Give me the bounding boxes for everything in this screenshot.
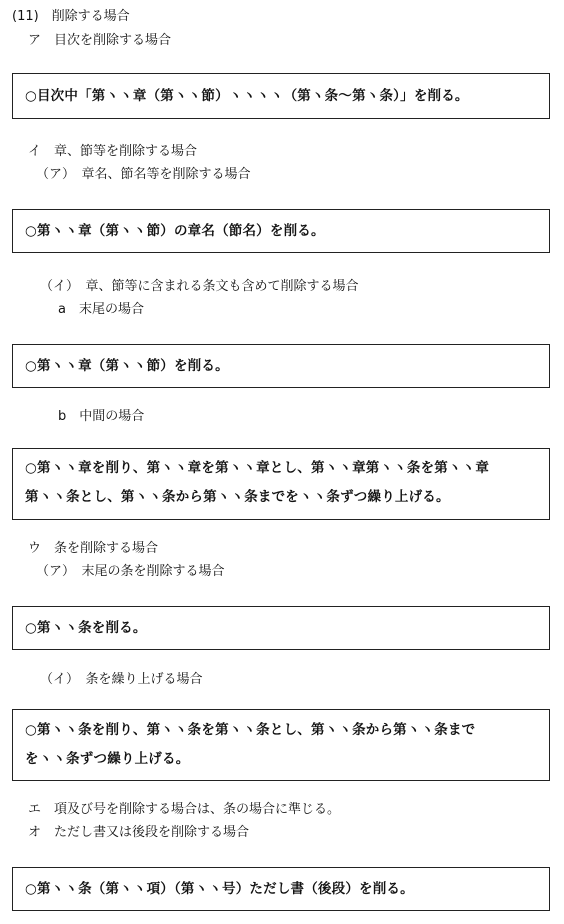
example-box-proviso	[12, 867, 550, 911]
section-heading-11: (11) 削除する場合	[12, 9, 130, 24]
example-text-proviso: ○第ヽヽ条（第ヽヽ項）（第ヽヽ号）ただし書（後段）を削る。	[25, 881, 414, 897]
example-box-chapter-name	[12, 209, 550, 253]
example-box-chapter-middle	[12, 448, 550, 520]
example-text-chapter-middle-line1: ○第ヽヽ章を削り、第ヽヽ章を第ヽヽ章とし、第ヽヽ章第ヽヽ条を第ヽヽ章	[25, 460, 490, 476]
subheading-a-end: a 末尾の場合	[58, 302, 144, 317]
subheading-u-a-last-article: （ア） 末尾の条を削除する場合	[36, 564, 225, 579]
example-text-renumber-line1: ○第ヽヽ条を削り、第ヽヽ条を第ヽヽ条とし、第ヽヽ条から第ヽヽ条まで	[25, 722, 476, 738]
subheading-u-i-renumber: （イ） 条を繰り上げる場合	[40, 672, 203, 687]
example-text-chapter-middle-line2: 第ヽヽ条とし、第ヽヽ条から第ヽヽ条までをヽヽ条ずつ繰り上げる。	[25, 489, 450, 505]
subheading-i-chapter: イ 章、節等を削除する場合	[28, 144, 198, 159]
subheading-i-i-including-articles: （イ） 章、節等に含まれる条文も含めて削除する場合	[40, 279, 359, 294]
example-text-renumber-line2: をヽヽ条ずつ繰り上げる。	[25, 751, 190, 767]
example-box-toc	[12, 73, 550, 119]
subheading-a-toc: ア 目次を削除する場合	[28, 33, 172, 48]
example-text-toc: ○目次中「第ヽヽ章（第ヽヽ節）ヽヽヽヽ（第ヽ条～第ヽ条）」を削る。	[25, 88, 469, 104]
example-text-chapter-end: ○第ヽヽ章（第ヽヽ節）を削る。	[25, 358, 229, 374]
example-box-last-article	[12, 606, 550, 650]
example-box-chapter-end	[12, 344, 550, 388]
subheading-b-middle: b 中間の場合	[58, 409, 145, 424]
example-text-chapter-name: ○第ヽヽ章（第ヽヽ節）の章名（節名）を削る。	[25, 223, 325, 239]
example-box-renumber	[12, 709, 550, 781]
subheading-i-a-chapter-name: （ア） 章名、節名等を削除する場合	[36, 167, 251, 182]
example-text-last-article: ○第ヽヽ条を削る。	[25, 620, 147, 636]
subheading-u-article: ウ 条を削除する場合	[28, 541, 159, 556]
subheading-e-clauses: エ 項及び号を削除する場合は、条の場合に準じる。	[28, 802, 341, 817]
subheading-o-proviso: オ ただし書又は後段を削除する場合	[28, 825, 250, 840]
